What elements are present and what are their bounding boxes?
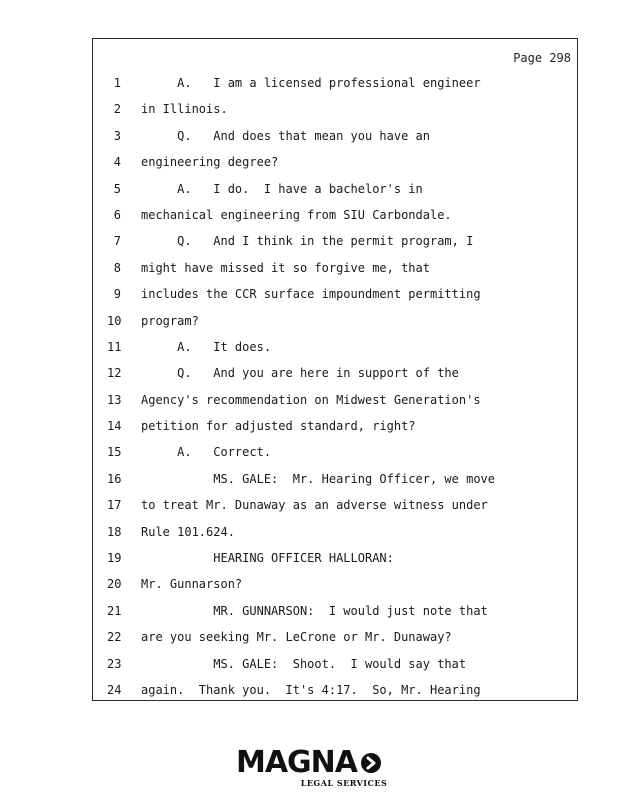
line-number: 12 bbox=[107, 366, 122, 381]
transcript-line bbox=[93, 255, 577, 281]
line-text: mechanical engineering from SIU Carbondale. bbox=[141, 207, 452, 222]
line-number: 3 bbox=[113, 128, 121, 143]
transcript-line bbox=[93, 281, 577, 307]
line-text: engineering degree? bbox=[141, 155, 279, 170]
line-text: Mr. Gunnarson? bbox=[141, 577, 243, 592]
line-text: in Illinois. bbox=[141, 102, 228, 117]
line-text: to treat Mr. Dunaway as an adverse witness under bbox=[141, 498, 488, 513]
line-number: 22 bbox=[107, 630, 122, 645]
line-text: Q. And you are here in support of the bbox=[141, 366, 459, 381]
transcript-line bbox=[93, 466, 577, 492]
line-number: 21 bbox=[107, 603, 122, 618]
transcript-line bbox=[93, 96, 577, 122]
transcript-line bbox=[93, 308, 577, 334]
line-number: 23 bbox=[107, 656, 122, 671]
line-number: 17 bbox=[107, 498, 122, 513]
line-number: 18 bbox=[107, 524, 122, 539]
line-text: HEARING OFFICER HALLORAN: bbox=[141, 551, 394, 566]
line-text: MS. GALE: Shoot. I would say that bbox=[141, 656, 467, 671]
line-text: Q. And I think in the permit program, I bbox=[141, 234, 474, 249]
transcript-page bbox=[92, 38, 578, 701]
line-text: A. Correct. bbox=[141, 445, 272, 460]
line-text: A. I am a licensed professional engineer bbox=[141, 76, 481, 90]
line-number: 7 bbox=[113, 234, 121, 249]
line-number: 16 bbox=[107, 471, 122, 486]
line-number: 6 bbox=[113, 207, 121, 222]
logo-text: MAGNA bbox=[235, 745, 358, 780]
line-text: MR. GUNNARSON: I would just note that bbox=[141, 603, 488, 618]
transcript-line bbox=[93, 624, 577, 650]
transcript-line bbox=[93, 123, 577, 149]
transcript-line bbox=[93, 677, 577, 703]
transcript-line bbox=[93, 492, 577, 518]
transcript-line bbox=[93, 387, 577, 413]
page-number: Page 298 bbox=[513, 51, 571, 65]
transcript-line bbox=[93, 519, 577, 545]
line-number: 2 bbox=[113, 102, 121, 117]
line-text: again. Thank you. It's 4:17. So, Mr. Hearing bbox=[141, 682, 481, 697]
line-text: are you seeking Mr. LeCrone or Mr. Dunaway? bbox=[141, 630, 452, 645]
transcript-lines bbox=[93, 70, 577, 703]
transcript-line bbox=[93, 228, 577, 254]
logo-subtitle: LEGAL SERVICES bbox=[300, 778, 388, 788]
transcript-line bbox=[93, 202, 577, 228]
transcript-line bbox=[93, 571, 577, 597]
line-text: includes the CCR surface impoundment permitting bbox=[141, 287, 481, 302]
transcript-line bbox=[93, 360, 577, 386]
line-number: 9 bbox=[113, 287, 121, 302]
line-number: 13 bbox=[107, 392, 122, 407]
line-text: Q. And does that mean you have an bbox=[141, 128, 430, 143]
transcript-line bbox=[93, 439, 577, 465]
line-text: might have missed it so forgive me, that bbox=[141, 260, 430, 275]
transcript-line bbox=[93, 334, 577, 360]
line-text: A. It does. bbox=[141, 339, 272, 354]
line-number: 15 bbox=[107, 445, 122, 460]
line-text: program? bbox=[141, 313, 199, 328]
line-number: 4 bbox=[113, 155, 121, 170]
line-text: Rule 101.624. bbox=[141, 524, 235, 539]
line-number: 19 bbox=[107, 551, 122, 566]
transcript-line bbox=[93, 598, 577, 624]
transcript-line bbox=[93, 149, 577, 175]
magna-logo bbox=[0, 745, 618, 788]
line-number: 14 bbox=[107, 419, 122, 434]
line-number: 11 bbox=[107, 339, 122, 354]
line-number: 8 bbox=[113, 260, 121, 275]
chevron-circle-icon bbox=[360, 752, 382, 774]
transcript-line bbox=[93, 176, 577, 202]
line-number: 5 bbox=[113, 181, 121, 196]
transcript-line bbox=[93, 413, 577, 439]
line-number: 1 bbox=[113, 76, 121, 90]
line-text: A. I do. I have a bachelor's in bbox=[141, 181, 423, 196]
transcript-line bbox=[93, 545, 577, 571]
transcript-line bbox=[93, 70, 577, 96]
line-text: MS. GALE: Mr. Hearing Officer, we move bbox=[141, 471, 496, 486]
line-number: 24 bbox=[107, 682, 122, 697]
line-text: petition for adjusted standard, right? bbox=[141, 419, 416, 434]
line-number: 20 bbox=[107, 577, 122, 592]
transcript-line bbox=[93, 651, 577, 677]
line-number: 10 bbox=[107, 313, 122, 328]
line-text: Agency's recommendation on Midwest Generation's bbox=[141, 392, 481, 407]
